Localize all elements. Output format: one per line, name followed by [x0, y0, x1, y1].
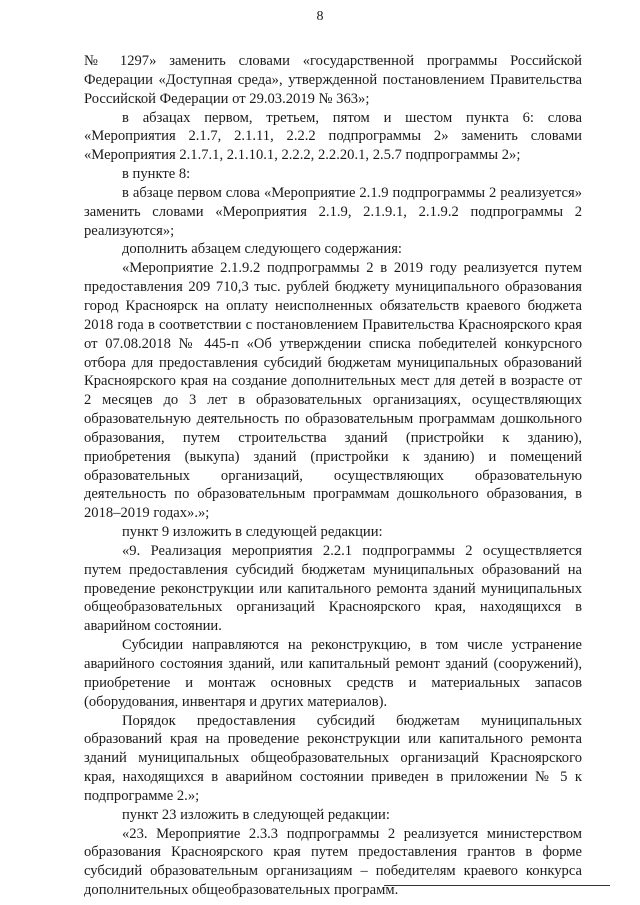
footer-divider — [384, 885, 610, 886]
paragraph: «9. Реализация мероприятия 2.2.1 подпрограммы 2 осуществляется путем предоставления субсидий бюджетам муниципальных образований на проведение реконструкции или капитального ремонта зданий муниципальных общеобразовательных организаций Красноярского края, находящихся в аварийном состоянии. — [84, 542, 582, 635]
paragraph: пункт 9 изложить в следующей редакции: — [122, 524, 383, 541]
page-number: 8 — [316, 9, 324, 24]
paragraph: в пункте 8: — [122, 166, 191, 183]
document-body — [84, 52, 582, 900]
paragraph: Порядок предоставления субсидий бюджетам муниципальных образований края на проведение реконструкции или капитального ремонта зданий муниципальных общеобразовательных организаций Красноярского края, находящихся в аварийном состоянии приведен в приложении № 5 к подпрограмме 2.»; — [84, 712, 582, 804]
paragraph: «Мероприятие 2.1.9.2 подпрограммы 2 в 2019 году реализуется путем предоставления 209 710,3 тыс. рублей бюджету муниципального образования город Красноярск на оплату неисполненных обязательств краевого бюджета 2018 года в соответствии с постановлением Правительства Красноярского края от 07.08.2018 № 445-п «Об утверждении списка победителей конкурсного отбора для предоставления субсидий бюджетам муниципальных образований Красноярского края на создание дополнительных мест для детей в возрасте от 2 месяцев до 3 лет в образовательных организациях, осуществляющих образовательную деятельность по образовательным программам дошкольного образования, путем строительства зданий (пристройки к зданию), приобретения (выкупа) зданий (пристройки к зданию) и помещений образовательных организаций, осуществляющих образовательную деятельность по образовательным программам дошкольного образования, в 2018–2019 годах».»; — [84, 260, 582, 522]
paragraph: в абзаце первом слова «Мероприятие 2.1.9 подпрограммы 2 реализуется» заменить словами «Мероприятия 2.1.9, 2.1.9.1, 2.1.9.2 подпрограммы 2 реализуются»; — [84, 184, 582, 239]
paragraph: дополнить абзацем следующего содержания: — [122, 241, 402, 258]
paragraph: № 1297» заменить словами «государственной программы Российской Федерации «Доступная среда», утвержденной постановлением Правительства Российской Федерации от 29.03.2019 № 363»; — [84, 53, 582, 107]
paragraph: «23. Мероприятие 2.3.3 подпрограммы 2 реализуется министерством образования Красноярского края путем предоставления грантов в форме субсидий образовательным организациям – победителям краевого конкурса дополнительных общеобразовательных программ. — [84, 825, 582, 899]
paragraph: Субсидии направляются на реконструкцию, в том числе устранение аварийного состояния зданий, или капитальный ремонт зданий (сооружений), приобретение и монтаж основных средств и материальных запасов (оборудования, инвентаря и других материалов). — [84, 637, 582, 710]
paragraph: пункт 23 изложить в следующей редакции: — [122, 806, 390, 823]
paragraph: в абзацах первом, третьем, пятом и шестом пункта 6: слова «Мероприятия 2.1.7, 2.1.11, 2.2.2 подпрограммы 2» заменить словами «Мероприятия 2.1.7.1, 2.1.10.1, 2.2.2, 2.2.20.1, 2.5.7 подпрограммы 2»; — [84, 109, 582, 164]
